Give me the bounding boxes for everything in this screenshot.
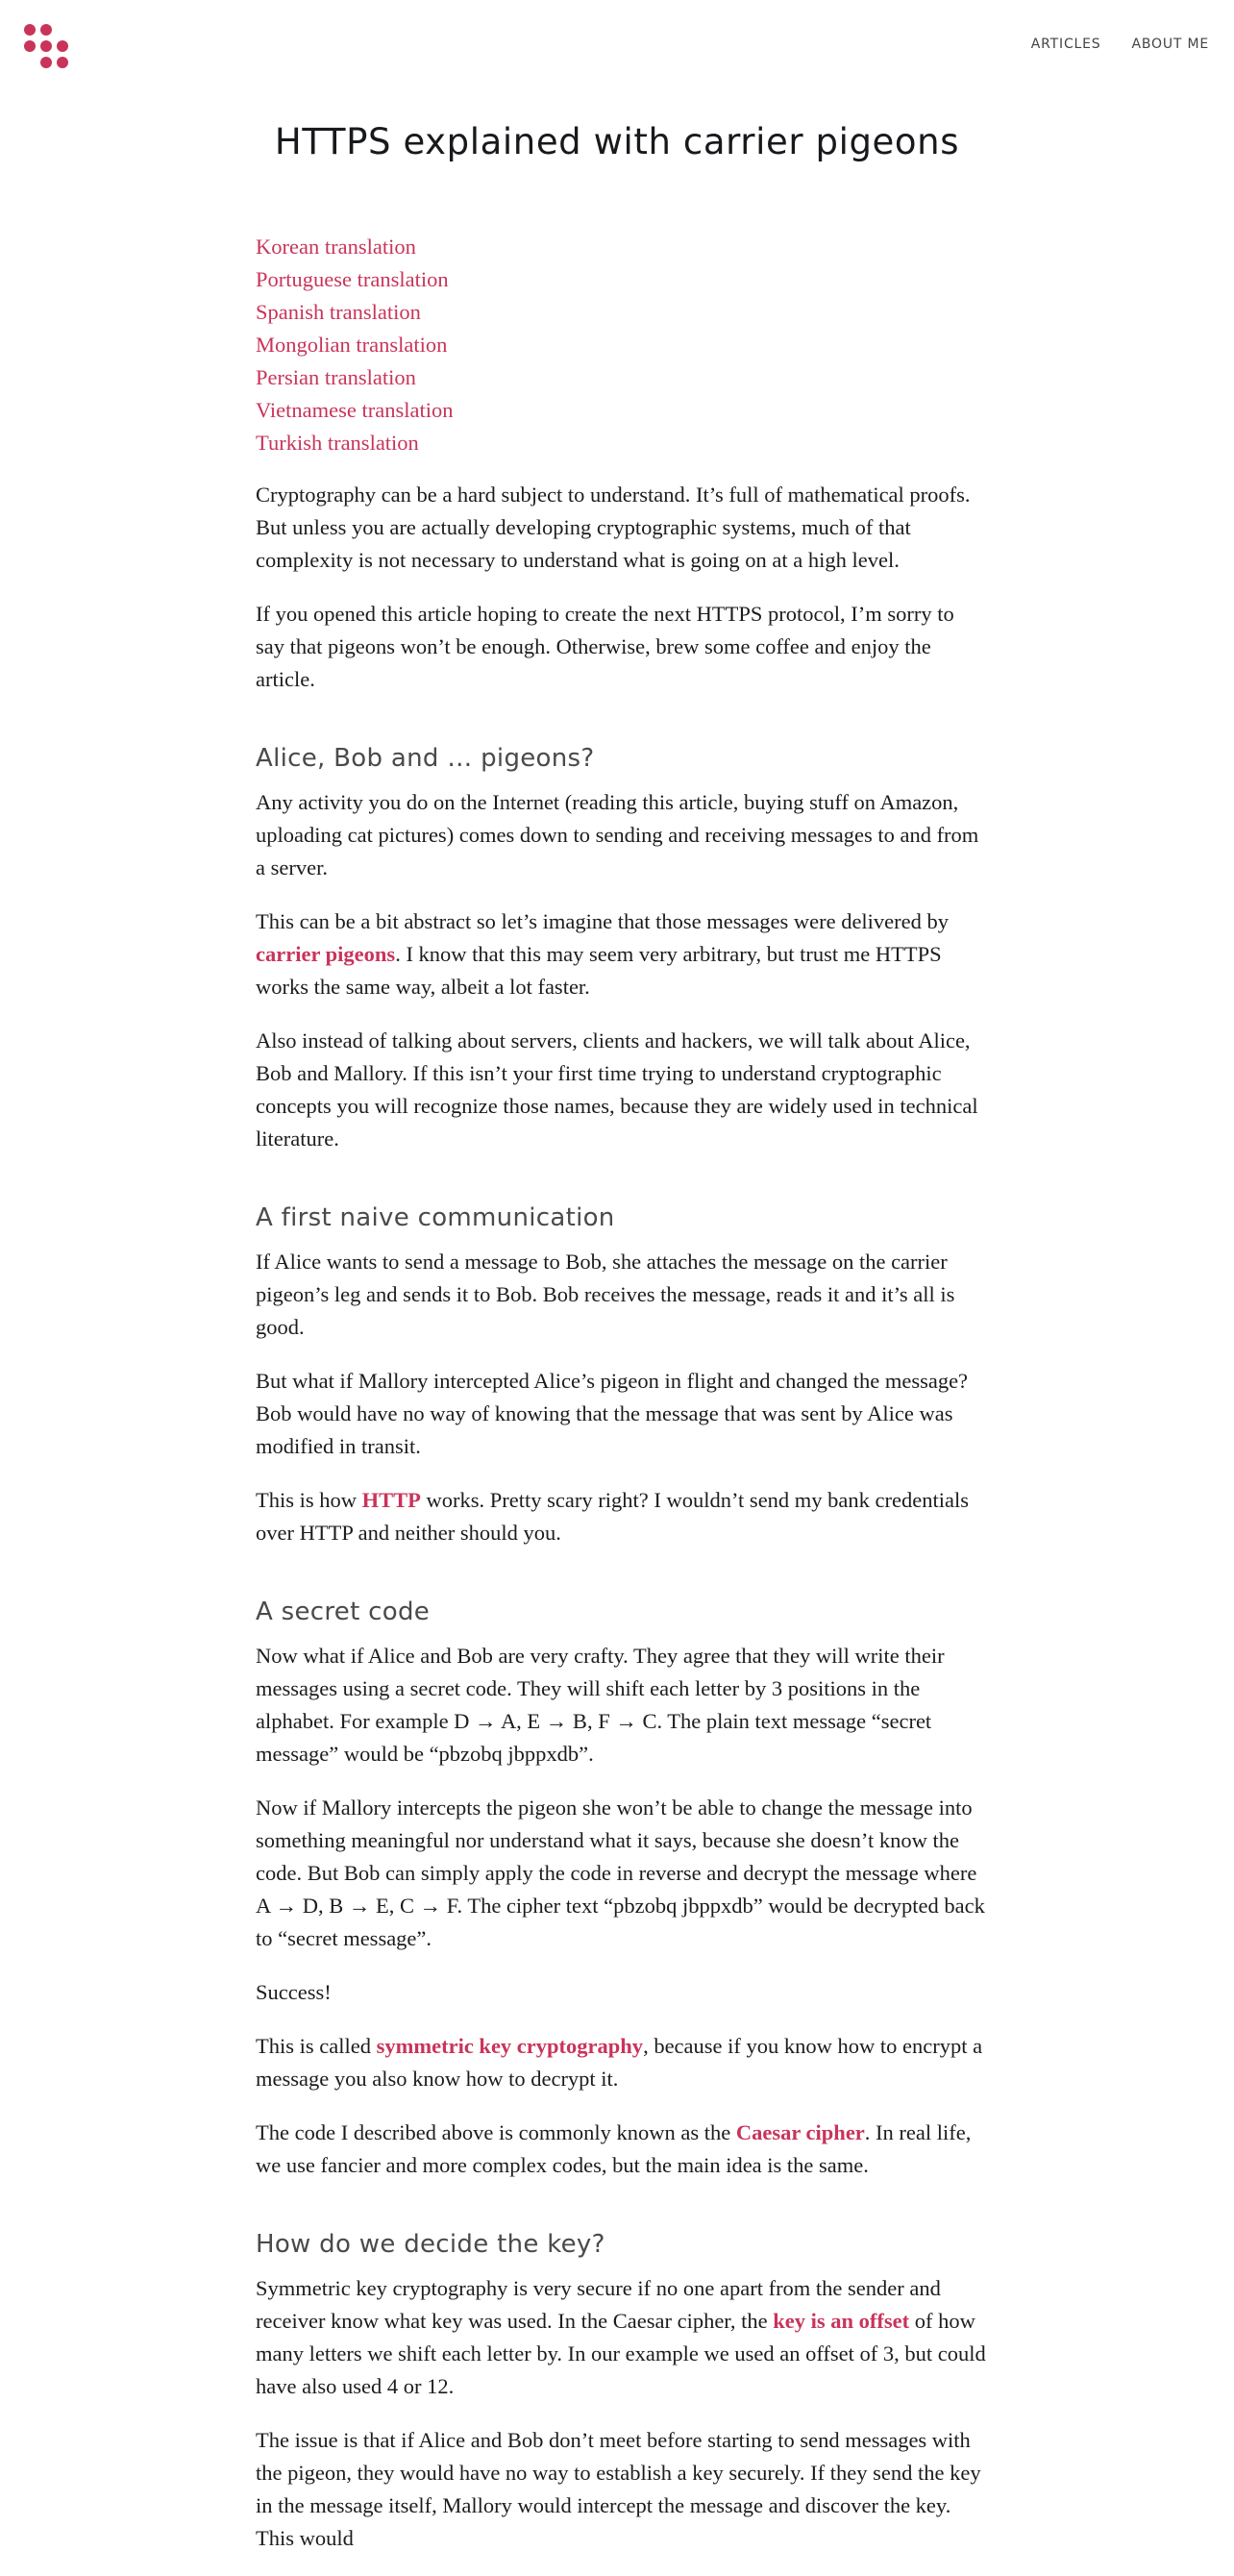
text: works. Pretty scary right? I wouldn’t send my bank credentials over HTTP and neither should you. <box>256 1488 969 1545</box>
translation-link-korean[interactable]: Korean translation <box>256 235 416 259</box>
text: of how many letters we shift each letter by. In our example we used an offset of 3, but could have also used 4 or 12. <box>256 2309 986 2398</box>
text: This is how <box>256 1488 362 1512</box>
paragraph: But what if Mallory intercepted Alice’s pigeon in flight and changed the message? Bob would have no way of knowing that the message that was sent by Alice was modified in transit. <box>256 1369 969 1458</box>
article-body <box>256 231 986 2576</box>
intro-paragraph: Cryptography can be a hard subject to understand. It’s full of mathematical proofs. But unless you are actually developing cryptographic systems, much of that complexity is not necessary to understand what is going on at a high level. <box>256 483 971 572</box>
symmetric-key-link[interactable]: symmetric key cryptography <box>376 2034 644 2058</box>
translation-link-turkish[interactable]: Turkish translation <box>256 431 419 455</box>
list-item <box>256 231 986 263</box>
paragraph: The issue is that if Alice and Bob don’t meet before starting to send messages with the pigeon, they would have no way to establish a key securely. If they send the key in the message itself, Mallory would intercept the message and discover the key. This would <box>256 2428 981 2550</box>
page-title: HTTPS explained with carrier pigeons <box>274 121 960 162</box>
section-heading: Alice, Bob and … pigeons? <box>256 744 595 773</box>
nav-about-link[interactable]: ABOUT ME <box>1131 37 1209 52</box>
text: . In real life, we use fancier and more complex codes, but the main idea is the same. <box>256 2120 972 2177</box>
list-item <box>256 394 986 427</box>
carrier-pigeons-link[interactable]: carrier pigeons <box>256 942 396 966</box>
paragraph: Now what if Alice and Bob are very crafty. They agree that they will write their messages using a secret code. They will shift each letter by 3 positions in the alphabet. For example D → A, E → B, F → C. The plain text message “secret message” would be “pbzobq jbppxdb”. <box>256 1644 945 1766</box>
text: This can be a bit abstract so let’s imagine that those messages were delivered by <box>256 909 950 933</box>
list-item <box>256 361 986 394</box>
paragraph: If Alice wants to send a message to Bob, she attaches the message on the carrier pigeon’s leg and sends it to Bob. Bob receives the message, reads it and it’s all is good. <box>256 1250 955 1339</box>
translation-link-spanish[interactable]: Spanish translation <box>256 300 421 324</box>
translation-link-vietnamese[interactable]: Vietnamese translation <box>256 398 454 422</box>
paragraph: Now if Mallory intercepts the pigeon she won’t be able to change the message into something meaningful nor understand what it says, because she doesn’t know the code. But Bob can simply apply the code in reverse and decrypt the message where A → D, B → E, C → F. The cipher text “pbzobq jbppxdb” would be decrypted back to “secret message”. <box>256 1796 985 1950</box>
section-heading: How do we decide the key? <box>256 2230 605 2259</box>
list-item <box>256 296 986 329</box>
text: , because if you know how to encrypt a message you also know how to decrypt it. <box>256 2034 983 2091</box>
paragraph <box>256 2117 986 2182</box>
text: Symmetric key cryptography is very secure if no one apart from the sender and receiver know what key was used. In the Caesar cipher, the <box>256 2276 941 2333</box>
dots-grid-icon[interactable] <box>23 23 71 71</box>
list-item <box>256 263 986 296</box>
http-link[interactable]: HTTP <box>361 1488 421 1512</box>
translation-link-persian[interactable]: Persian translation <box>256 365 416 389</box>
section-heading: A first naive communication <box>256 1203 615 1232</box>
key-offset-link[interactable]: key is an offset <box>773 2309 910 2333</box>
caesar-cipher-link[interactable]: Caesar cipher <box>735 2120 865 2144</box>
paragraph: Any activity you do on the Internet (reading this article, buying stuff on Amazon, uploading cat pictures) comes down to sending and receiving messages to and from a server. <box>256 790 979 879</box>
paragraph: Success! <box>256 1980 332 2004</box>
list-item <box>256 427 986 459</box>
text: This is called <box>256 2034 377 2058</box>
translation-link-mongolian[interactable]: Mongolian translation <box>256 333 448 357</box>
paragraph: Also instead of talking about servers, clients and hackers, we will talk about Alice, Bob and Mallory. If this isn’t your first time trying to understand cryptographic concepts you will recognize those names, because they are widely used in technical literature. <box>256 1028 978 1151</box>
paragraph <box>256 2030 986 2095</box>
paragraph <box>256 1484 986 1549</box>
paragraph <box>256 2272 986 2403</box>
translations-list <box>256 231 986 459</box>
list-item <box>256 329 986 361</box>
site-header <box>0 0 1234 96</box>
nav-articles-link[interactable]: ARTICLES <box>1030 37 1101 52</box>
translation-link-portuguese[interactable]: Portuguese translation <box>256 267 449 291</box>
top-nav <box>1031 37 1209 52</box>
text: The code I described above is commonly known as the <box>256 2120 736 2144</box>
intro-paragraph: If you opened this article hoping to create the next HTTPS protocol, I’m sorry to say that pigeons won’t be enough. Otherwise, brew some coffee and enjoy the article. <box>256 602 954 691</box>
paragraph <box>256 905 986 1003</box>
text: . I know that this may seem very arbitrary, but trust me HTTPS works the same way, albeit a lot faster. <box>256 942 942 999</box>
section-heading: A secret code <box>256 1598 431 1626</box>
